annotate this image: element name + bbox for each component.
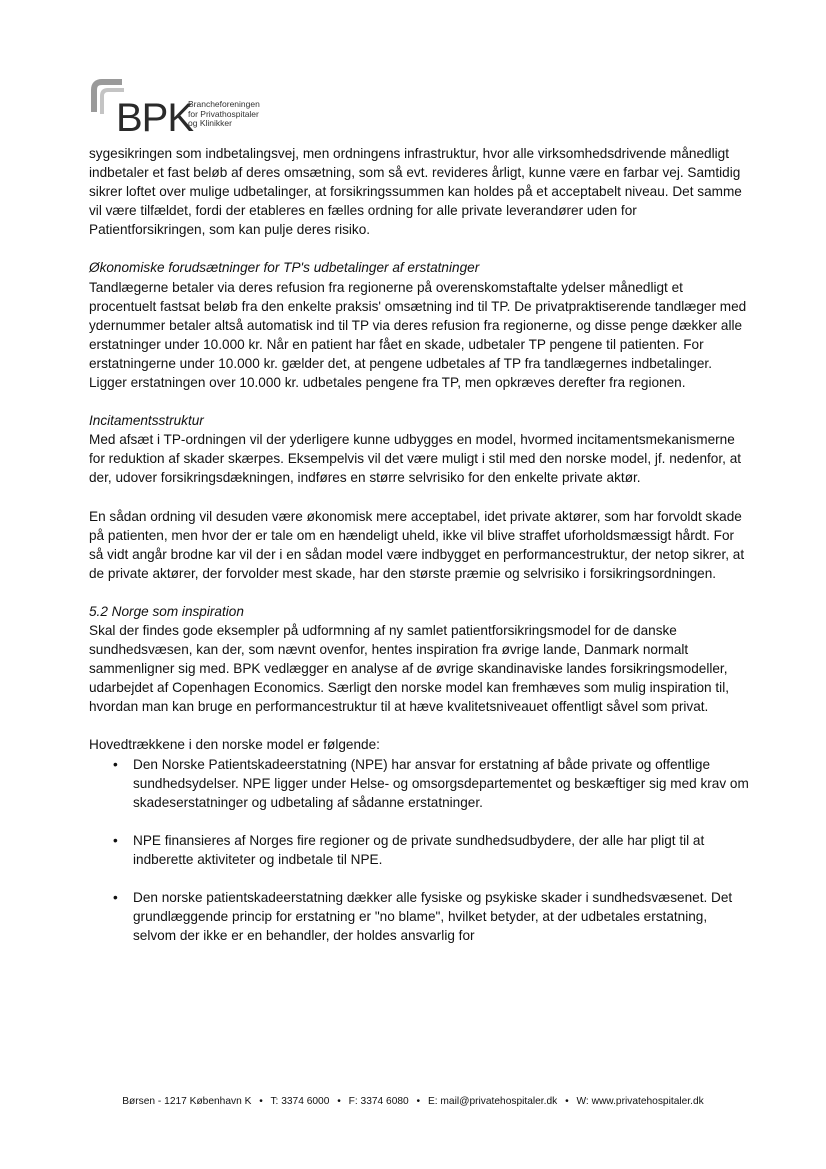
paragraph: Skal der findes gode eksempler på udformning af ny samlet patientforsikringsmodel for de danske sundhedsvæsen, kan der, som nævnt ovenfor, hentes inspiration fra øvrige lande, Danmark normalt sammenligner sig med. BPK vedlægger en analyse af de øvrige skandinaviske landes forsikringsmodeller, udarbejdet af Copenhagen Economics. Særligt den norske model kan fremhæves som mulig inspiration til, hvordan man kan bruge en performancestruktur til at hæve kvalitetsniveauet offentligt såvel som privat. <box>89 622 729 715</box>
list-item-text: NPE finansieres af Norges fire regioner og de private sundhedsudbydere, der alle har pligt til at indberette aktiviteter og indbetale til NPE. <box>133 832 705 867</box>
logo-tagline-line: og Klinikker <box>188 118 232 128</box>
footer-phone: T: 3374 6000 <box>270 1096 330 1107</box>
bpk-logo <box>90 76 290 144</box>
footer-email: E: mail@privatehospitaler.dk <box>427 1096 558 1107</box>
page-footer <box>0 1096 826 1107</box>
footer-fax: F: 3374 6080 <box>348 1096 409 1107</box>
paragraph: Tandlægerne betaler via deres refusion fra regionerne på overenskomstaftalte ydelser månedligt et procentuelt fastsat beløb fra den enkelte praksis' omsætning ind til TP. De privatpraktiserende tandlæger med ydernummer betaler altså automatisk ind til TP via deres refusion fra regionerne, og disse penge dækker alle erstatninger under 10.000 kr. Når en patient har fået en skade, udbetaler TP pengene til patienten. For erstatningerne under 10.000 kr. gælder det, at pengene udbetales af TP fra tandlægernes indbetalinger. Ligger erstatningen over 10.000 kr. udbetales pengene fra TP, men opkræves derefter fra regionen. <box>89 279 747 391</box>
footer-separator: • <box>416 1096 421 1107</box>
footer-separator: • <box>259 1096 263 1107</box>
paragraph: Hovedtrækkene i den norske model er følgende: <box>89 737 380 753</box>
paragraph: En sådan ordning vil desuden være økonomisk mere acceptabel, idet private aktører, som har forvoldt skade på patienten, men hvor der er tale om en hændeligt uheld, ikke vil blive straffet uforholdsmæssigt hårdt. For så vidt angår brodne kar vil der i en sådan model være indbygget en performancestruktur, der netop sikrer, at de private aktører, der forvolder mest skade, har den største præmie og selvrisiko i forsikringsordningen. <box>89 508 745 581</box>
section-heading: Økonomiske forudsætninger for TP's udbetalinger af erstatninger <box>89 260 480 276</box>
paragraph: sygesikringen som indbetalingsvej, men ordningens infrastruktur, hvor alle virksomhedsdrivende månedligt indbetaler et fast beløb af deres omsætning, som så evt. revideres årligt, kunne være en farbar vej. Samtidig sikrer loftet over mulige udbetalinger, at forsikringssummen kan holdes på et acceptabelt niveau. Det samme vil være tilfældet, fordi der etableres en fælles ordning for alle private leverandører uden for Patientforsikringen, som kan pulje deres risiko. <box>89 146 742 238</box>
logo-tagline-line: for Privathospitaler <box>188 108 259 119</box>
list-item-text: Den norske patientskadeerstatning dækker alle fysiske og psykiske skader i sundhedsvæsenet. Det grundlæggende princip for erstatning er "no blame", hvilket betyder, at der udbetales erstatning, selvom der ikke er en behandler, der holdes ansvarlig for <box>133 890 733 944</box>
logo-tagline <box>188 100 260 129</box>
list-item-text: Den Norske Patientskadeerstatning (NPE) har ansvar for erstatning af både private og offentlige sundhedsydelser. NPE ligger under Helse- og omsorgsdepartementet og beskæftiger sig med krav om skadeserstatninger og udbetaling af sådanne erstatninger. <box>133 756 749 810</box>
section-heading: 5.2 Norge som inspiration <box>89 603 244 619</box>
logo-letters: BPK <box>116 96 194 140</box>
footer-separator: • <box>337 1096 341 1107</box>
footer-address: Børsen - 1217 København K <box>122 1096 252 1107</box>
bullet-icon: • <box>113 832 118 848</box>
list-item <box>89 831 749 869</box>
logo-tagline-line: Brancheforeningen <box>188 99 260 109</box>
bullet-list <box>89 755 749 946</box>
section-heading: Incitamentsstruktur <box>89 413 204 429</box>
bullet-icon: • <box>113 756 118 772</box>
bullet-icon: • <box>113 890 118 905</box>
paragraph: Med afsæt i TP-ordningen vil der yderligere kunne udbygges en model, hvormed incitamentsmekanismerne for reduktion af skader skærpes. Eksempelvis vil det være muligt i stil med den norske model, jf. nedenfor, at der, udover forsikringsdækningen, indføres en større selvrisiko for den enkelte private aktør. <box>89 432 742 486</box>
list-item <box>89 888 749 945</box>
footer-separator: • <box>565 1096 569 1107</box>
list-item <box>89 755 749 812</box>
document-body <box>89 144 749 945</box>
footer-web: W: www.privatehospitaler.dk <box>576 1096 704 1107</box>
